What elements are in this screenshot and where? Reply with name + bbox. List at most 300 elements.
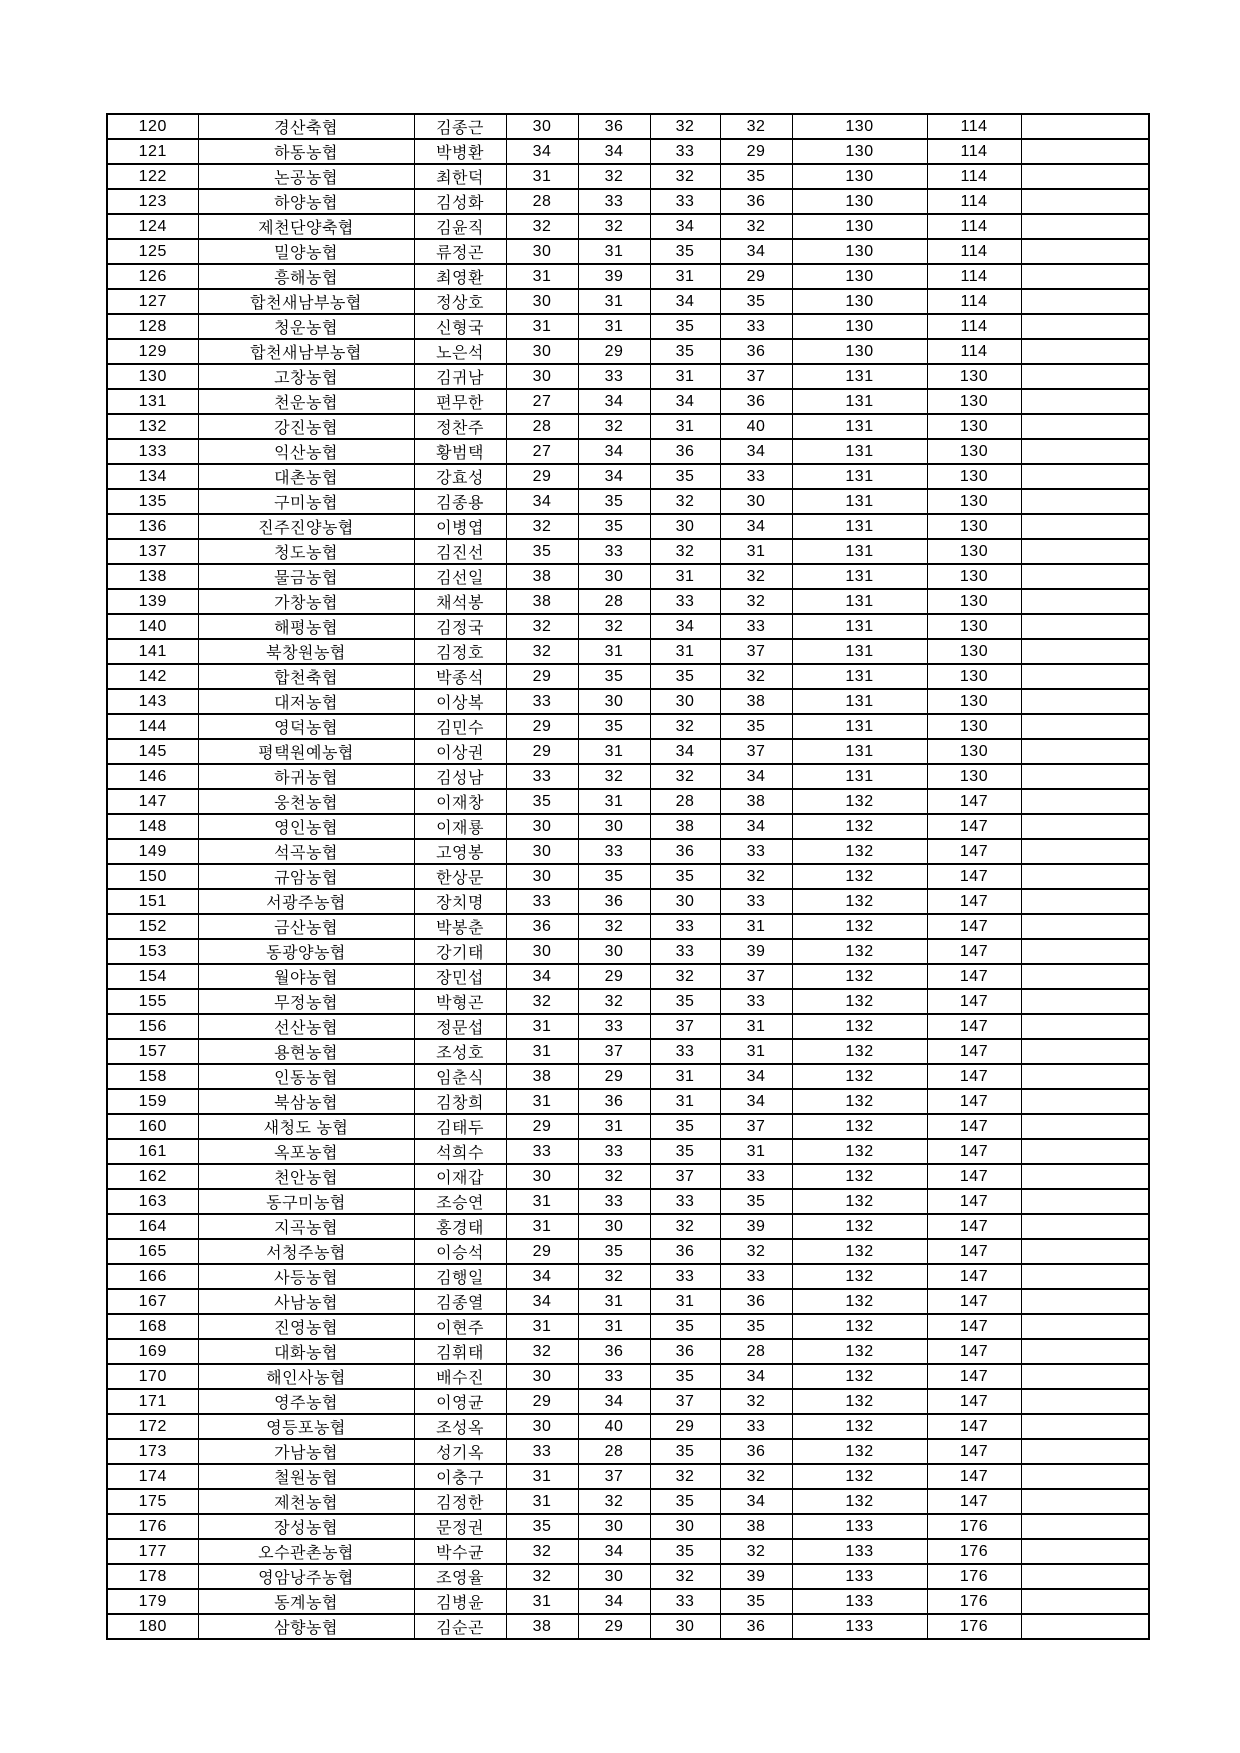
cell-rank: 176 xyxy=(927,1539,1021,1564)
cell-total: 131 xyxy=(792,764,927,789)
table-row xyxy=(107,1314,1149,1339)
cell-org-name: 영주농협 xyxy=(198,1389,414,1414)
cell-no: 170 xyxy=(107,1364,198,1389)
cell-score4: 33 xyxy=(720,1414,792,1439)
cell-score2: 32 xyxy=(578,1164,650,1189)
cell-no: 180 xyxy=(107,1614,198,1639)
cell-score3: 34 xyxy=(650,389,720,414)
cell-total: 132 xyxy=(792,1289,927,1314)
cell-score4: 32 xyxy=(720,1539,792,1564)
cell-score2: 36 xyxy=(578,1089,650,1114)
cell-total: 133 xyxy=(792,1514,927,1539)
cell-blank xyxy=(1021,314,1149,339)
cell-rank: 130 xyxy=(927,514,1021,539)
cell-org-name: 옥포농협 xyxy=(198,1139,414,1164)
cell-score3: 37 xyxy=(650,1014,720,1039)
cell-score4: 31 xyxy=(720,539,792,564)
cell-score2: 30 xyxy=(578,814,650,839)
table-row xyxy=(107,914,1149,939)
cell-total: 131 xyxy=(792,664,927,689)
cell-rank: 147 xyxy=(927,1189,1021,1214)
cell-score4: 34 xyxy=(720,814,792,839)
cell-no: 179 xyxy=(107,1589,198,1614)
table-row xyxy=(107,1189,1149,1214)
cell-member-name: 강효성 xyxy=(414,464,506,489)
cell-blank xyxy=(1021,139,1149,164)
cell-rank: 114 xyxy=(927,314,1021,339)
cell-member-name: 김민수 xyxy=(414,714,506,739)
cell-member-name: 한상문 xyxy=(414,864,506,889)
cell-rank: 147 xyxy=(927,914,1021,939)
cell-score2: 35 xyxy=(578,714,650,739)
cell-score4: 32 xyxy=(720,114,792,139)
cell-total: 132 xyxy=(792,789,927,814)
cell-score4: 35 xyxy=(720,1314,792,1339)
cell-score1: 33 xyxy=(506,889,578,914)
table-row xyxy=(107,1139,1149,1164)
cell-score2: 36 xyxy=(578,889,650,914)
cell-score2: 36 xyxy=(578,1339,650,1364)
cell-member-name: 김정호 xyxy=(414,639,506,664)
cell-blank xyxy=(1021,1439,1149,1464)
cell-total: 132 xyxy=(792,889,927,914)
cell-rank: 176 xyxy=(927,1614,1021,1639)
cell-org-name: 해인사농협 xyxy=(198,1364,414,1389)
cell-org-name: 강진농협 xyxy=(198,414,414,439)
cell-score3: 30 xyxy=(650,1614,720,1639)
cell-rank: 147 xyxy=(927,1339,1021,1364)
cell-member-name: 김병윤 xyxy=(414,1589,506,1614)
cell-total: 131 xyxy=(792,414,927,439)
cell-rank: 147 xyxy=(927,1239,1021,1264)
cell-blank xyxy=(1021,239,1149,264)
cell-no: 123 xyxy=(107,189,198,214)
cell-score4: 33 xyxy=(720,464,792,489)
cell-blank xyxy=(1021,214,1149,239)
cell-score3: 36 xyxy=(650,439,720,464)
cell-score3: 35 xyxy=(650,1539,720,1564)
cell-score4: 35 xyxy=(720,1189,792,1214)
cell-score1: 32 xyxy=(506,514,578,539)
cell-member-name: 이상복 xyxy=(414,689,506,714)
cell-rank: 147 xyxy=(927,839,1021,864)
cell-no: 174 xyxy=(107,1464,198,1489)
cell-org-name: 밀양농협 xyxy=(198,239,414,264)
cell-rank: 130 xyxy=(927,389,1021,414)
cell-score4: 34 xyxy=(720,239,792,264)
cell-blank xyxy=(1021,939,1149,964)
cell-no: 160 xyxy=(107,1114,198,1139)
cell-org-name: 사등농협 xyxy=(198,1264,414,1289)
cell-member-name: 김정한 xyxy=(414,1489,506,1514)
cell-score1: 31 xyxy=(506,1189,578,1214)
table-row xyxy=(107,939,1149,964)
cell-blank xyxy=(1021,389,1149,414)
cell-no: 121 xyxy=(107,139,198,164)
cell-total: 130 xyxy=(792,139,927,164)
cell-score2: 39 xyxy=(578,264,650,289)
cell-score2: 28 xyxy=(578,1439,650,1464)
cell-total: 132 xyxy=(792,864,927,889)
cell-blank xyxy=(1021,1114,1149,1139)
cell-rank: 147 xyxy=(927,1414,1021,1439)
cell-rank: 130 xyxy=(927,439,1021,464)
cell-rank: 130 xyxy=(927,614,1021,639)
cell-total: 131 xyxy=(792,489,927,514)
cell-member-name: 조성옥 xyxy=(414,1414,506,1439)
cell-total: 132 xyxy=(792,1114,927,1139)
table-row xyxy=(107,114,1149,139)
score-table xyxy=(106,113,1150,1640)
cell-org-name: 진주진양농협 xyxy=(198,514,414,539)
cell-total: 130 xyxy=(792,314,927,339)
cell-score4: 33 xyxy=(720,989,792,1014)
cell-member-name: 김순곤 xyxy=(414,1614,506,1639)
cell-score1: 33 xyxy=(506,764,578,789)
cell-blank xyxy=(1021,264,1149,289)
cell-blank xyxy=(1021,364,1149,389)
cell-member-name: 박병환 xyxy=(414,139,506,164)
cell-blank xyxy=(1021,1414,1149,1439)
cell-no: 178 xyxy=(107,1564,198,1589)
table-row xyxy=(107,764,1149,789)
cell-member-name: 임춘식 xyxy=(414,1064,506,1089)
cell-member-name: 박형곤 xyxy=(414,989,506,1014)
cell-score2: 31 xyxy=(578,739,650,764)
cell-score2: 31 xyxy=(578,1114,650,1139)
cell-total: 132 xyxy=(792,839,927,864)
table-row xyxy=(107,864,1149,889)
cell-no: 171 xyxy=(107,1389,198,1414)
cell-no: 176 xyxy=(107,1514,198,1539)
cell-rank: 147 xyxy=(927,964,1021,989)
cell-score2: 31 xyxy=(578,639,650,664)
cell-blank xyxy=(1021,164,1149,189)
cell-no: 155 xyxy=(107,989,198,1014)
cell-blank xyxy=(1021,514,1149,539)
cell-score3: 33 xyxy=(650,189,720,214)
cell-blank xyxy=(1021,1189,1149,1214)
cell-blank xyxy=(1021,1314,1149,1339)
table-row xyxy=(107,389,1149,414)
cell-score3: 31 xyxy=(650,364,720,389)
cell-org-name: 사남농협 xyxy=(198,1289,414,1314)
cell-total: 131 xyxy=(792,739,927,764)
cell-total: 131 xyxy=(792,539,927,564)
cell-member-name: 이충구 xyxy=(414,1464,506,1489)
cell-score3: 31 xyxy=(650,1289,720,1314)
cell-rank: 176 xyxy=(927,1589,1021,1614)
cell-org-name: 합천축협 xyxy=(198,664,414,689)
cell-score1: 31 xyxy=(506,1464,578,1489)
table-row xyxy=(107,1114,1149,1139)
cell-score2: 31 xyxy=(578,239,650,264)
cell-no: 130 xyxy=(107,364,198,389)
cell-total: 132 xyxy=(792,1089,927,1114)
table-row xyxy=(107,1289,1149,1314)
cell-no: 172 xyxy=(107,1414,198,1439)
cell-member-name: 박수균 xyxy=(414,1539,506,1564)
cell-member-name: 조승연 xyxy=(414,1189,506,1214)
cell-score3: 35 xyxy=(650,1489,720,1514)
cell-no: 168 xyxy=(107,1314,198,1339)
cell-total: 131 xyxy=(792,589,927,614)
cell-rank: 130 xyxy=(927,739,1021,764)
cell-member-name: 강기태 xyxy=(414,939,506,964)
cell-score4: 31 xyxy=(720,1039,792,1064)
cell-no: 144 xyxy=(107,714,198,739)
cell-rank: 130 xyxy=(927,589,1021,614)
cell-score4: 36 xyxy=(720,1439,792,1464)
cell-score4: 31 xyxy=(720,1139,792,1164)
cell-org-name: 영등포농협 xyxy=(198,1414,414,1439)
table-row xyxy=(107,1539,1149,1564)
cell-rank: 130 xyxy=(927,689,1021,714)
cell-score4: 31 xyxy=(720,914,792,939)
cell-member-name: 김선일 xyxy=(414,564,506,589)
cell-org-name: 금산농협 xyxy=(198,914,414,939)
cell-no: 120 xyxy=(107,114,198,139)
cell-org-name: 흥해농협 xyxy=(198,264,414,289)
cell-no: 169 xyxy=(107,1339,198,1364)
cell-total: 132 xyxy=(792,1014,927,1039)
cell-total: 130 xyxy=(792,114,927,139)
cell-score1: 31 xyxy=(506,1014,578,1039)
cell-no: 145 xyxy=(107,739,198,764)
table-row xyxy=(107,189,1149,214)
cell-org-name: 동구미농협 xyxy=(198,1189,414,1214)
cell-score1: 35 xyxy=(506,789,578,814)
cell-total: 130 xyxy=(792,339,927,364)
table-row xyxy=(107,614,1149,639)
cell-score3: 30 xyxy=(650,689,720,714)
cell-org-name: 서광주농협 xyxy=(198,889,414,914)
cell-rank: 147 xyxy=(927,814,1021,839)
cell-member-name: 김창희 xyxy=(414,1089,506,1114)
cell-no: 139 xyxy=(107,589,198,614)
cell-no: 146 xyxy=(107,764,198,789)
cell-score1: 30 xyxy=(506,939,578,964)
cell-org-name: 합천새남부농협 xyxy=(198,289,414,314)
cell-blank xyxy=(1021,1364,1149,1389)
cell-total: 132 xyxy=(792,1339,927,1364)
cell-no: 132 xyxy=(107,414,198,439)
cell-org-name: 새청도 농협 xyxy=(198,1114,414,1139)
cell-score4: 34 xyxy=(720,764,792,789)
cell-org-name: 청도농협 xyxy=(198,539,414,564)
cell-org-name: 제천단양축협 xyxy=(198,214,414,239)
cell-blank xyxy=(1021,1214,1149,1239)
cell-blank xyxy=(1021,539,1149,564)
cell-score2: 30 xyxy=(578,1564,650,1589)
table-row xyxy=(107,464,1149,489)
cell-score4: 32 xyxy=(720,564,792,589)
cell-member-name: 황범택 xyxy=(414,439,506,464)
cell-score3: 38 xyxy=(650,814,720,839)
table-row xyxy=(107,889,1149,914)
cell-score2: 31 xyxy=(578,314,650,339)
cell-member-name: 성기옥 xyxy=(414,1439,506,1464)
cell-org-name: 인동농협 xyxy=(198,1064,414,1089)
cell-score1: 30 xyxy=(506,864,578,889)
table-row xyxy=(107,689,1149,714)
cell-rank: 130 xyxy=(927,364,1021,389)
cell-score3: 35 xyxy=(650,1114,720,1139)
cell-org-name: 하양농협 xyxy=(198,189,414,214)
cell-score4: 33 xyxy=(720,839,792,864)
cell-no: 140 xyxy=(107,614,198,639)
score-table-body xyxy=(107,114,1149,1639)
cell-rank: 130 xyxy=(927,639,1021,664)
table-row xyxy=(107,264,1149,289)
cell-member-name: 박봉춘 xyxy=(414,914,506,939)
cell-total: 131 xyxy=(792,364,927,389)
cell-total: 130 xyxy=(792,239,927,264)
table-row xyxy=(107,1014,1149,1039)
cell-no: 156 xyxy=(107,1014,198,1039)
table-row xyxy=(107,439,1149,464)
cell-score4: 36 xyxy=(720,1614,792,1639)
cell-total: 131 xyxy=(792,389,927,414)
cell-member-name: 배수진 xyxy=(414,1364,506,1389)
cell-org-name: 진영농협 xyxy=(198,1314,414,1339)
cell-score3: 32 xyxy=(650,164,720,189)
cell-no: 133 xyxy=(107,439,198,464)
cell-org-name: 영덕농협 xyxy=(198,714,414,739)
cell-total: 131 xyxy=(792,689,927,714)
cell-rank: 147 xyxy=(927,1164,1021,1189)
cell-score2: 31 xyxy=(578,789,650,814)
cell-total: 132 xyxy=(792,1464,927,1489)
cell-org-name: 제천농협 xyxy=(198,1489,414,1514)
cell-org-name: 철원농협 xyxy=(198,1464,414,1489)
cell-member-name: 박종석 xyxy=(414,664,506,689)
cell-total: 132 xyxy=(792,939,927,964)
cell-total: 132 xyxy=(792,1164,927,1189)
cell-score3: 33 xyxy=(650,1189,720,1214)
cell-member-name: 장치명 xyxy=(414,889,506,914)
cell-score2: 35 xyxy=(578,489,650,514)
cell-score1: 32 xyxy=(506,639,578,664)
cell-rank: 147 xyxy=(927,1464,1021,1489)
table-row xyxy=(107,564,1149,589)
cell-score2: 37 xyxy=(578,1039,650,1064)
cell-score3: 32 xyxy=(650,539,720,564)
cell-score3: 34 xyxy=(650,614,720,639)
cell-org-name: 천운농협 xyxy=(198,389,414,414)
cell-score4: 38 xyxy=(720,689,792,714)
cell-score1: 38 xyxy=(506,564,578,589)
cell-total: 131 xyxy=(792,514,927,539)
cell-no: 143 xyxy=(107,689,198,714)
cell-total: 130 xyxy=(792,214,927,239)
cell-score3: 33 xyxy=(650,139,720,164)
cell-score3: 32 xyxy=(650,1214,720,1239)
cell-org-name: 삼향농협 xyxy=(198,1614,414,1639)
cell-rank: 147 xyxy=(927,1089,1021,1114)
cell-score1: 31 xyxy=(506,314,578,339)
cell-org-name: 무정농협 xyxy=(198,989,414,1014)
cell-score2: 33 xyxy=(578,364,650,389)
cell-total: 132 xyxy=(792,1064,927,1089)
cell-no: 134 xyxy=(107,464,198,489)
cell-score2: 35 xyxy=(578,664,650,689)
cell-score3: 33 xyxy=(650,939,720,964)
cell-no: 148 xyxy=(107,814,198,839)
cell-score1: 29 xyxy=(506,1239,578,1264)
cell-score4: 32 xyxy=(720,864,792,889)
cell-score3: 32 xyxy=(650,964,720,989)
cell-org-name: 천안농협 xyxy=(198,1164,414,1189)
cell-score1: 30 xyxy=(506,1164,578,1189)
cell-score2: 32 xyxy=(578,614,650,639)
cell-no: 136 xyxy=(107,514,198,539)
cell-score1: 28 xyxy=(506,189,578,214)
cell-score2: 29 xyxy=(578,1614,650,1639)
cell-score1: 32 xyxy=(506,614,578,639)
cell-member-name: 김진선 xyxy=(414,539,506,564)
cell-no: 151 xyxy=(107,889,198,914)
cell-blank xyxy=(1021,1489,1149,1514)
cell-blank xyxy=(1021,589,1149,614)
cell-rank: 114 xyxy=(927,164,1021,189)
cell-score3: 36 xyxy=(650,1339,720,1364)
cell-score3: 37 xyxy=(650,1389,720,1414)
cell-score2: 30 xyxy=(578,1214,650,1239)
cell-blank xyxy=(1021,639,1149,664)
cell-score3: 32 xyxy=(650,114,720,139)
cell-blank xyxy=(1021,1164,1149,1189)
cell-no: 149 xyxy=(107,839,198,864)
cell-score2: 32 xyxy=(578,414,650,439)
cell-org-name: 영인농협 xyxy=(198,814,414,839)
cell-member-name: 최한덕 xyxy=(414,164,506,189)
cell-score2: 33 xyxy=(578,1014,650,1039)
table-row xyxy=(107,1464,1149,1489)
cell-rank: 130 xyxy=(927,489,1021,514)
cell-member-name: 석희수 xyxy=(414,1139,506,1164)
cell-blank xyxy=(1021,1139,1149,1164)
cell-no: 162 xyxy=(107,1164,198,1189)
cell-org-name: 구미농협 xyxy=(198,489,414,514)
cell-no: 163 xyxy=(107,1189,198,1214)
cell-score3: 35 xyxy=(650,664,720,689)
table-row xyxy=(107,1439,1149,1464)
cell-total: 132 xyxy=(792,1214,927,1239)
cell-blank xyxy=(1021,614,1149,639)
cell-rank: 130 xyxy=(927,764,1021,789)
cell-score3: 32 xyxy=(650,1464,720,1489)
cell-score4: 34 xyxy=(720,514,792,539)
cell-member-name: 류정곤 xyxy=(414,239,506,264)
cell-score1: 38 xyxy=(506,1064,578,1089)
cell-blank xyxy=(1021,1014,1149,1039)
cell-score4: 39 xyxy=(720,1564,792,1589)
cell-score1: 29 xyxy=(506,664,578,689)
cell-rank: 147 xyxy=(927,1264,1021,1289)
cell-score2: 30 xyxy=(578,689,650,714)
cell-score2: 34 xyxy=(578,1389,650,1414)
cell-org-name: 웅천농협 xyxy=(198,789,414,814)
table-row xyxy=(107,214,1149,239)
cell-score4: 38 xyxy=(720,789,792,814)
cell-score4: 37 xyxy=(720,964,792,989)
cell-member-name: 장민섭 xyxy=(414,964,506,989)
cell-no: 129 xyxy=(107,339,198,364)
cell-score1: 34 xyxy=(506,1289,578,1314)
cell-score3: 32 xyxy=(650,714,720,739)
cell-member-name: 최영환 xyxy=(414,264,506,289)
